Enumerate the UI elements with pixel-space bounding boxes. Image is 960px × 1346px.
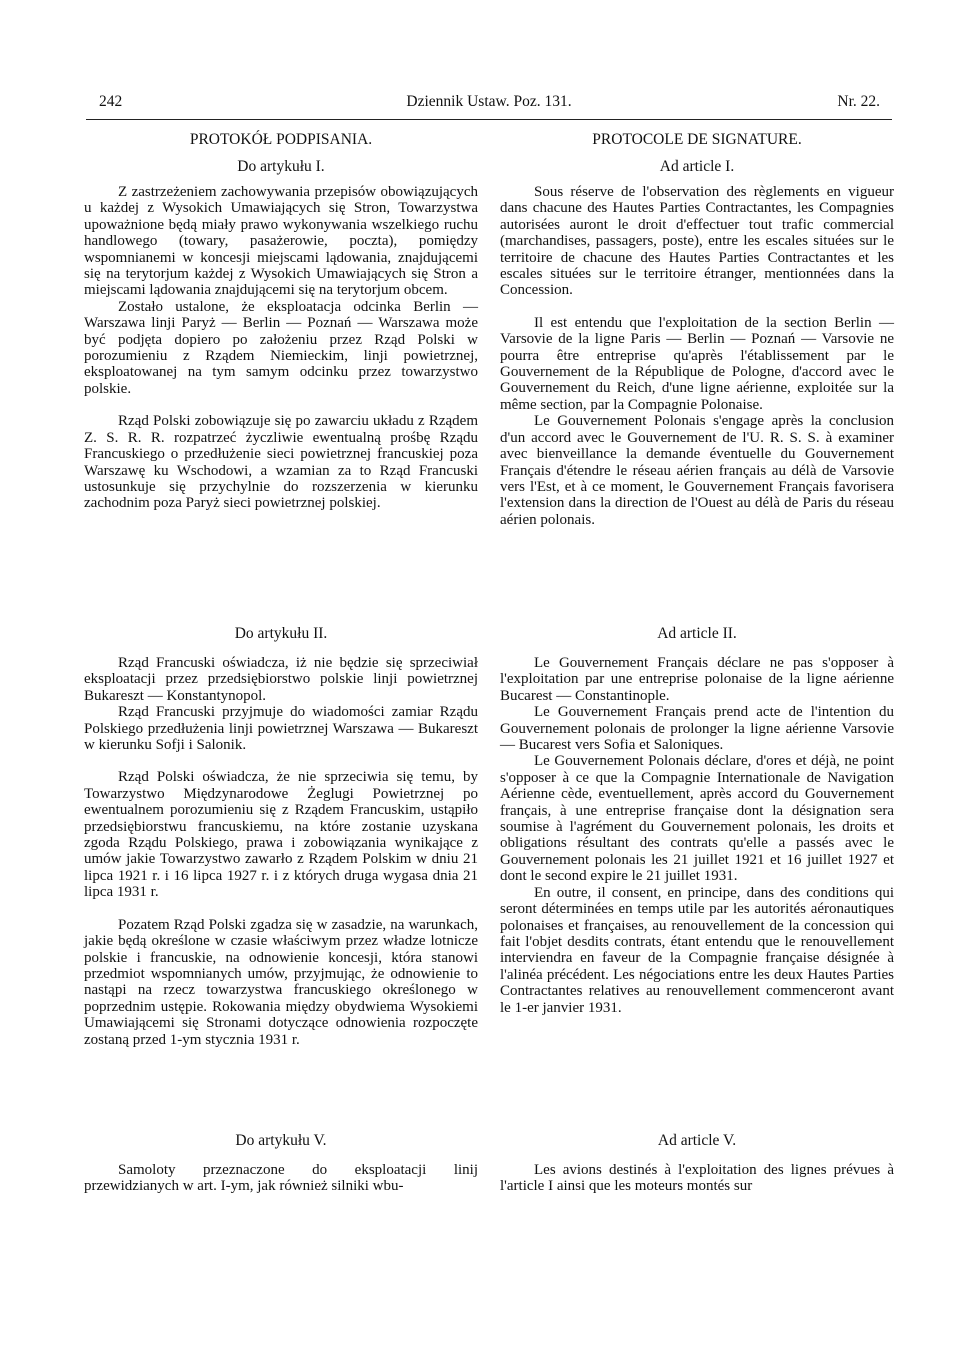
french-art1-paragraph: Il est entendu que l'exploitation de la section Berlin — Varsovie de la ligne Paris — Berlin — Poznań — Varsovie ne pourra être entreprise qu'après l'établissement par le Gouvernement de la République de Pologne, d'accord avec le Gouvernement du Reich, d'une ligne aérienne, exploitée sur la même section, par la Compagnie Polonaise. — [500, 314, 894, 413]
french-article-5-section — [500, 1132, 894, 1195]
french-art2-paragraph: En outre, il consent, en principe, dans des conditions qui seront déterminées en temps utile par les autorités aéronautiques polonaises et françaises, au renouvellement de la concession qui fait l'objet desdits contrats, étant entendu que le renouvellement interviendra en faveur de la Compagnie française désignée à l'alinéa précédent. Les négociations entre les deux Hautes Parties Contractantes relatives au renouvellement commenceront avant le 1-er janvier 1931. — [500, 884, 894, 1016]
polish-art2-paragraph: Rząd Francuski przyjmuje do wiadomości zamiar Rządu Polskiego przedłużenia linji powietrznej Warszawa — Bukareszt w kierunku Sofji i Salonik. — [84, 704, 478, 754]
french-art2-paragraph: Le Gouvernement Français prend acte de l'intention du Gouvernement polonais de prolonger la ligne aérienne Varsovie — Bucarest vers Sofia et Saloniques. — [500, 704, 894, 754]
polish-art1-paragraph: Rząd Polski zobowiązuje się po zawarciu układu z Rządem Z. S. R. R. rozpatrzeć życzliwie ewentualną prośbę Rządu Francuskiego o przedłużenie sieci powietrznej francuskiej poza Warszawę ku Wschodowi, a wzamian za to Rząd Francuski ustosunkuje się przychylnie do rozszerzenia w kierunku zachodnim poza Paryż sieci powietrznej polskiej. — [84, 413, 478, 512]
page-number: 242 — [99, 93, 123, 110]
polish-art1-paragraph: Z zastrzeżeniem zachowywania przepisów obowiązujących u każdej z Wysokich Umawiających się Stron, Towarzystwa upoważnione będą miały prawo wykonywania wszelkiego ruchu handlowego (towary, pasażerowie, poczta), pomiędzy wspomnianemi w koncesji miejscami lądowania, znajdującemi się na terytorjum każdej z Wysokich Umawiających się Stron a miejscami lądowania znajdującemi się na terytorjum obcem. — [84, 184, 478, 299]
french-art5-paragraph: Les avions destinés à l'exploitation des lignes prévues à l'article I ainsi que les moteurs montés sur — [500, 1162, 894, 1195]
polish-art5-heading: Do artykułu V. — [235, 1132, 327, 1149]
french-art1-paragraph: Sous réserve de l'observation des règlements en vigueur dans chacune des Hautes Parties Contractantes, les Compagnies autorisées auront le droit d'effectuer tout trafic commercial (marchandises, passagers, poste), entre les escales situées sur le territoire de chacune des Hautes Parties Contractantes et les escales situées sur le territoire étranger, mentionnées dans la Concession. — [500, 184, 894, 299]
polish-article-2-section — [84, 625, 478, 1048]
french-art2-paragraph: Le Gouvernement Polonais déclare, d'ores et déjà, ne point s'opposer à ce que la Compagnie Internationale de Navigation Aérienne cède, eventuellement, après accord du Gouvernement français, à une entreprise française dont la désignation sera soumise à l'agrément du Gouvernement polonais, les droits et obligations résultant des contrats qu'elle a passés avec le Gouvernement polonais les 21 juillet 1921 et 16 juillet 1927 et dont le second expire le 21 juillet 1931. — [500, 753, 894, 885]
french-article-1-section — [500, 131, 894, 528]
french-art2-heading: Ad article II. — [657, 625, 737, 642]
journal-title: Dziennik Ustaw. Poz. 131. — [406, 93, 572, 110]
issue-number: Nr. 22. — [837, 93, 880, 110]
polish-article-5-section — [84, 1132, 478, 1195]
french-art1-paragraph: Le Gouvernement Polonais s'engage après la conclusion d'un accord avec le Gouvernement de l'U. R. S. S. à examiner avec bienveillance la demande éventuelle du Gouvernement Français d'étendre le réseau aérien français au délà de Varsovie vers l'Est, et à ce moment, le Gouvernement Français favorisera l'extension dans la direction de l'Ouest au délà de Paris du réseau aérien polonais. — [500, 413, 894, 528]
french-article-2-section — [500, 625, 894, 1016]
french-art1-heading: Ad article I. — [659, 158, 735, 175]
polish-art2-paragraph: Pozatem Rząd Polski zgadza się w zasadzie, na warunkach, jakie będą określone w czasie właściwym przez władze lotnicze polskie i francuskie, na odnowienie koncesji, która stanowi przedmiot wspomnianych umów, przyjmując, że odnowienie to nastąpi na rzecz towarzystwa francuskiego określonego w poprzednim ustępie. Rokowania między obydwiema Wysokiemi Umawiającemi się Stronami dotyczące odnowienia rozpoczęte zostaną przed 1-ym stycznia 1931 r. — [84, 916, 478, 1048]
polish-art5-paragraph: Samoloty przeznaczone do eksploatacji linij przewidzianych w art. I-ym, jak również silniki wbu- — [84, 1162, 478, 1195]
header-rule — [86, 119, 892, 120]
polish-art2-heading: Do artykułu II. — [234, 625, 328, 642]
polish-art2-paragraph: Rząd Polski oświadcza, że nie sprzeciwia się temu, by Towarzystwo Międzynarodowe Żeglugi Powietrznej po ewentualnem porozumieniu się z Rządem Francuskim, ustąpiło przedsiębiorstwu francuskiemu, na które zostanie uzyskana zgoda Rządu Polskiego, prawa i zobowiązania wynikające z umów jakie Towarzystwo zawarło z Rządem Polskim w dniu 21 lipca 1921 r. i 16 lipca 1927 r. i z których druga wygasa dnia 21 lipca 1931 r. — [84, 769, 478, 901]
french-art5-heading: Ad article V. — [657, 1132, 737, 1149]
french-art2-paragraph: Le Gouvernement Français déclare ne pas s'opposer à l'exploitation par une entreprise polonaise de la ligne aérienne Bucarest — Constantinople. — [500, 655, 894, 704]
running-header — [86, 93, 892, 123]
polish-art1-paragraph: Zostało ustalone, że eksploatacja odcinka Berlin — Warszawa linji Paryż — Berlin — Poznań — Warszawa może być podjęta dopiero po założeniu przez Rząd Polski w porozumieniu z Rządem Niemieckim, linji powietrznej, eksploatowanej na tym samym odcinku przez towarzystwo polskie. — [84, 298, 478, 397]
polish-art1-heading: Do artykułu I. — [237, 158, 325, 175]
polish-article-1-section — [84, 131, 478, 512]
polish-protocol-title: PROTOKÓŁ PODPISANIA. — [189, 131, 373, 148]
polish-art2-paragraph: Rząd Francuski oświadcza, iż nie będzie się sprzeciwiał eksploatacji przez przedsiębiorstwo polskie linji powietrznej Bukareszt — Konstantynopol. — [84, 655, 478, 704]
french-protocol-title: PROTOCOLE DE SIGNATURE. — [592, 131, 802, 148]
